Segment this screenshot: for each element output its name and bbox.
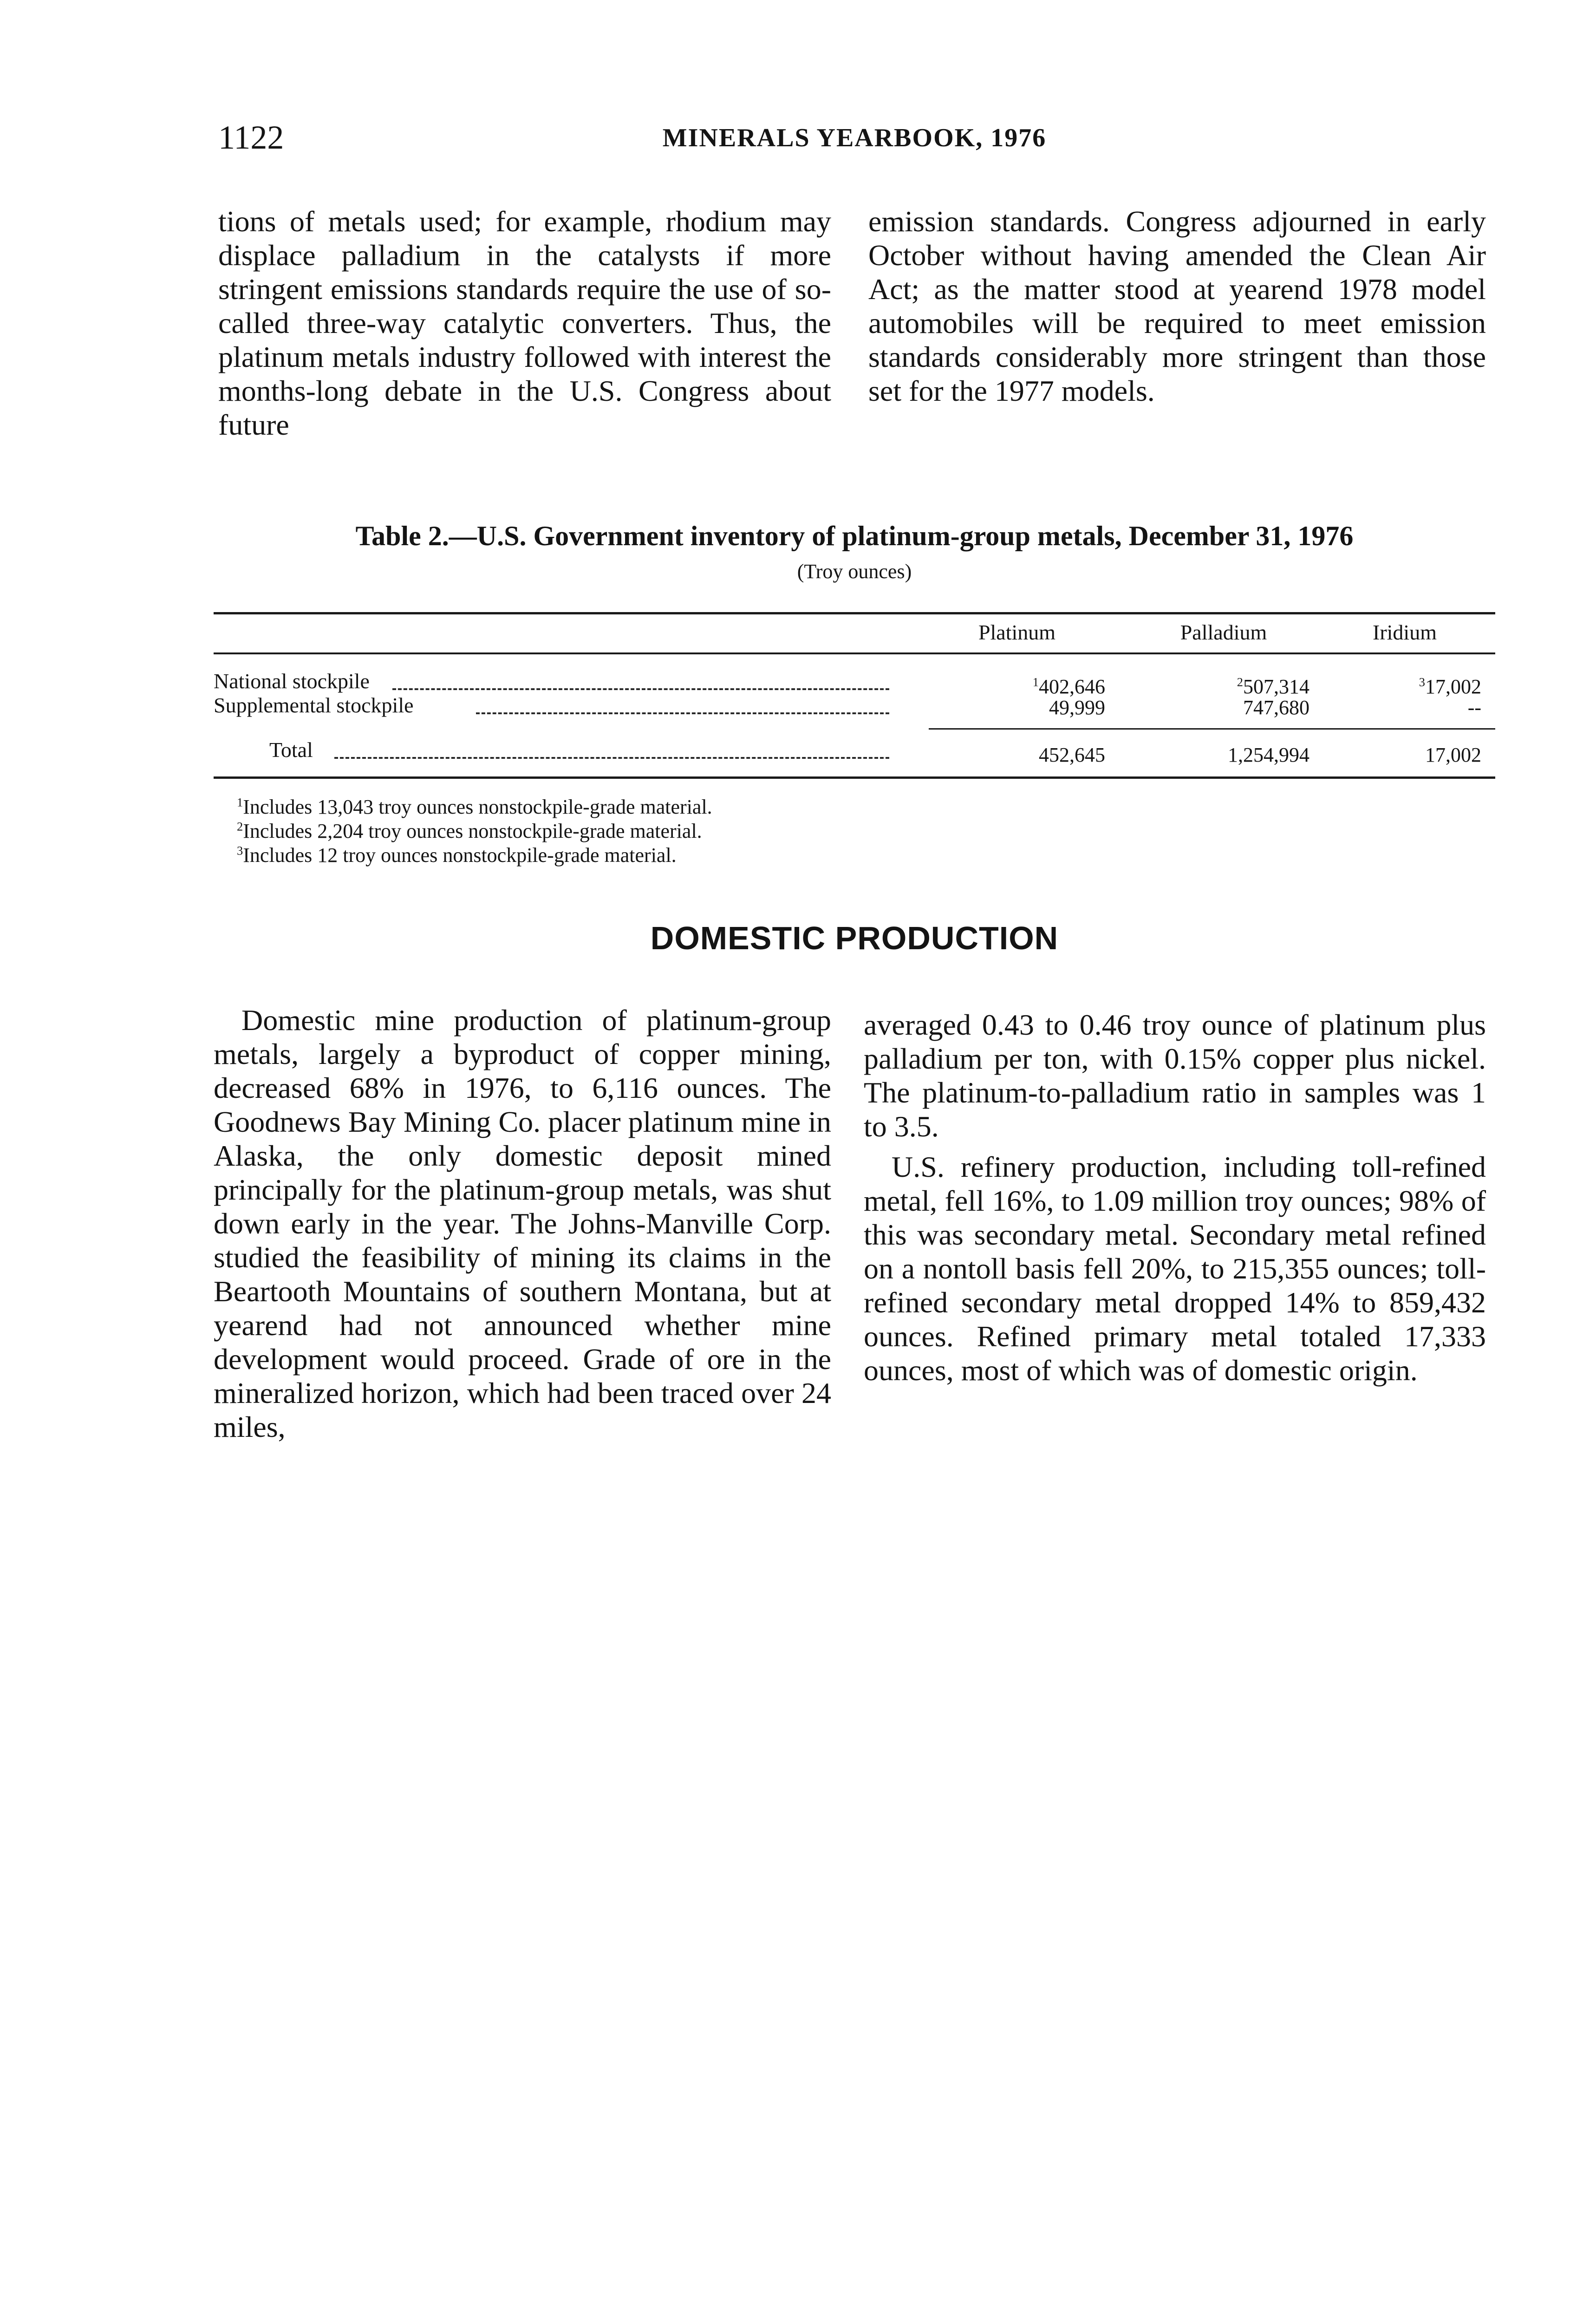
column-header-platinum: Platinum bbox=[978, 620, 1056, 644]
table-unit: (Troy ounces) bbox=[797, 560, 912, 583]
cell-supplemental-platinum: 49,999 bbox=[1049, 696, 1105, 719]
section-right-paragraph-1: averaged 0.43 to 0.46 troy ounce of platinum plus palladium per ton, with 0.15% copper plus nickel. The platinum-to-palladium ratio in samples was 1 to 3.5. bbox=[864, 1008, 1486, 1143]
section-left-paragraph: Domestic mine production of platinum-group metals, largely a byproduct of copper mining, decreased 68% in 1976, to 6,116 ounces. The Goodnews Bay Mining Co. placer platinum mine in Alaska, the only domestic deposit mined principally for the platinum-group metals, was shut down early in the year. The Johns-Manville Corp. studied the feasibility of mining its claims in the Beartooth Mountains of southern Montana, but at yearend had not announced whether mine development would proceed. Grade of ore in the mineralized horizon, which had been traced over 24 miles, bbox=[214, 1004, 831, 1443]
table-footnote: $^2$Includes 2,204 troy ounces nonstockpile-grade material. bbox=[237, 819, 702, 842]
intro-left-paragraph: tions of metals used; for example, rhodium may displace palladium in the catalysts if more stringent emissions standards require the use of so-called three-way catalytic converters. Thus, the platinum metals industry followed with interest the months-long debate in the U.S. Congress about future bbox=[218, 205, 831, 441]
row-leader bbox=[476, 712, 889, 714]
footnote-mark: 3 bbox=[1419, 675, 1425, 689]
table-top-rule bbox=[214, 612, 1495, 614]
row-label-supplemental-stockpile: Supplemental stockpile bbox=[214, 693, 414, 717]
table-bottom-rule bbox=[214, 776, 1495, 779]
cell-supplemental-iridium: -- bbox=[1467, 696, 1481, 719]
column-header-palladium: Palladium bbox=[1180, 620, 1267, 644]
section-left-column bbox=[214, 1003, 831, 1444]
cell-total-platinum: 452,645 bbox=[1039, 744, 1105, 766]
section-right-paragraph-2: U.S. refinery production, including toll-refined metal, fell 16%, to 1.09 million troy ounces; 98% of this was secondary metal. Secondary metal refined on a nontoll basis fell 20%, to 215,355 ounces; toll-refined secondary metal dropped 14% to 859,432 ounces. Refined primary metal totaled 17,333 ounces, most of which was of domestic origin. bbox=[864, 1150, 1486, 1387]
section-right-column bbox=[864, 1008, 1486, 1387]
footnote-mark: 1 bbox=[1032, 675, 1039, 689]
cell-total-iridium: 17,002 bbox=[1425, 744, 1481, 766]
page-number: 1122 bbox=[218, 119, 284, 156]
row-leader bbox=[334, 757, 889, 759]
table-footnote: $^1$Includes 13,043 troy ounces nonstockpile-grade material. bbox=[237, 795, 712, 818]
cell-national-platinum: $^1$402,646 bbox=[1032, 675, 1105, 698]
row-label-national-stockpile: National stockpile bbox=[214, 669, 370, 693]
cell-national-iridium: $^3$17,002 bbox=[1419, 675, 1481, 698]
intro-left-column bbox=[218, 204, 831, 442]
footnote-mark: 2 bbox=[1237, 675, 1243, 689]
cell-total-palladium: 1,254,994 bbox=[1228, 744, 1309, 766]
table-total-rule bbox=[929, 728, 1495, 730]
section-heading: DOMESTIC PRODUCTION bbox=[650, 920, 1059, 956]
table-header-rule bbox=[214, 652, 1495, 654]
column-header-iridium: Iridium bbox=[1373, 620, 1437, 644]
table-title: Table 2.—U.S. Government inventory of platinum-group metals, December 31, 1976 bbox=[355, 521, 1354, 551]
table-footnote: $^3$Includes 12 troy ounces nonstockpile-grade material. bbox=[237, 843, 677, 867]
row-label-total: Total bbox=[269, 738, 313, 762]
cell-national-palladium: $^2$507,314 bbox=[1237, 675, 1309, 698]
cell-supplemental-palladium: 747,680 bbox=[1243, 696, 1309, 719]
intro-right-paragraph: emission standards. Congress adjourned in early October without having amended the Clean Air Act; as the matter stood at yearend 1978 model automobiles will be required to meet emission standards considerably more stringent than those set for the 1977 models. bbox=[868, 205, 1486, 407]
running-title: MINERALS YEARBOOK, 1976 bbox=[662, 124, 1047, 152]
intro-right-column bbox=[868, 204, 1486, 408]
row-leader bbox=[392, 688, 889, 690]
running-head bbox=[218, 118, 1491, 160]
